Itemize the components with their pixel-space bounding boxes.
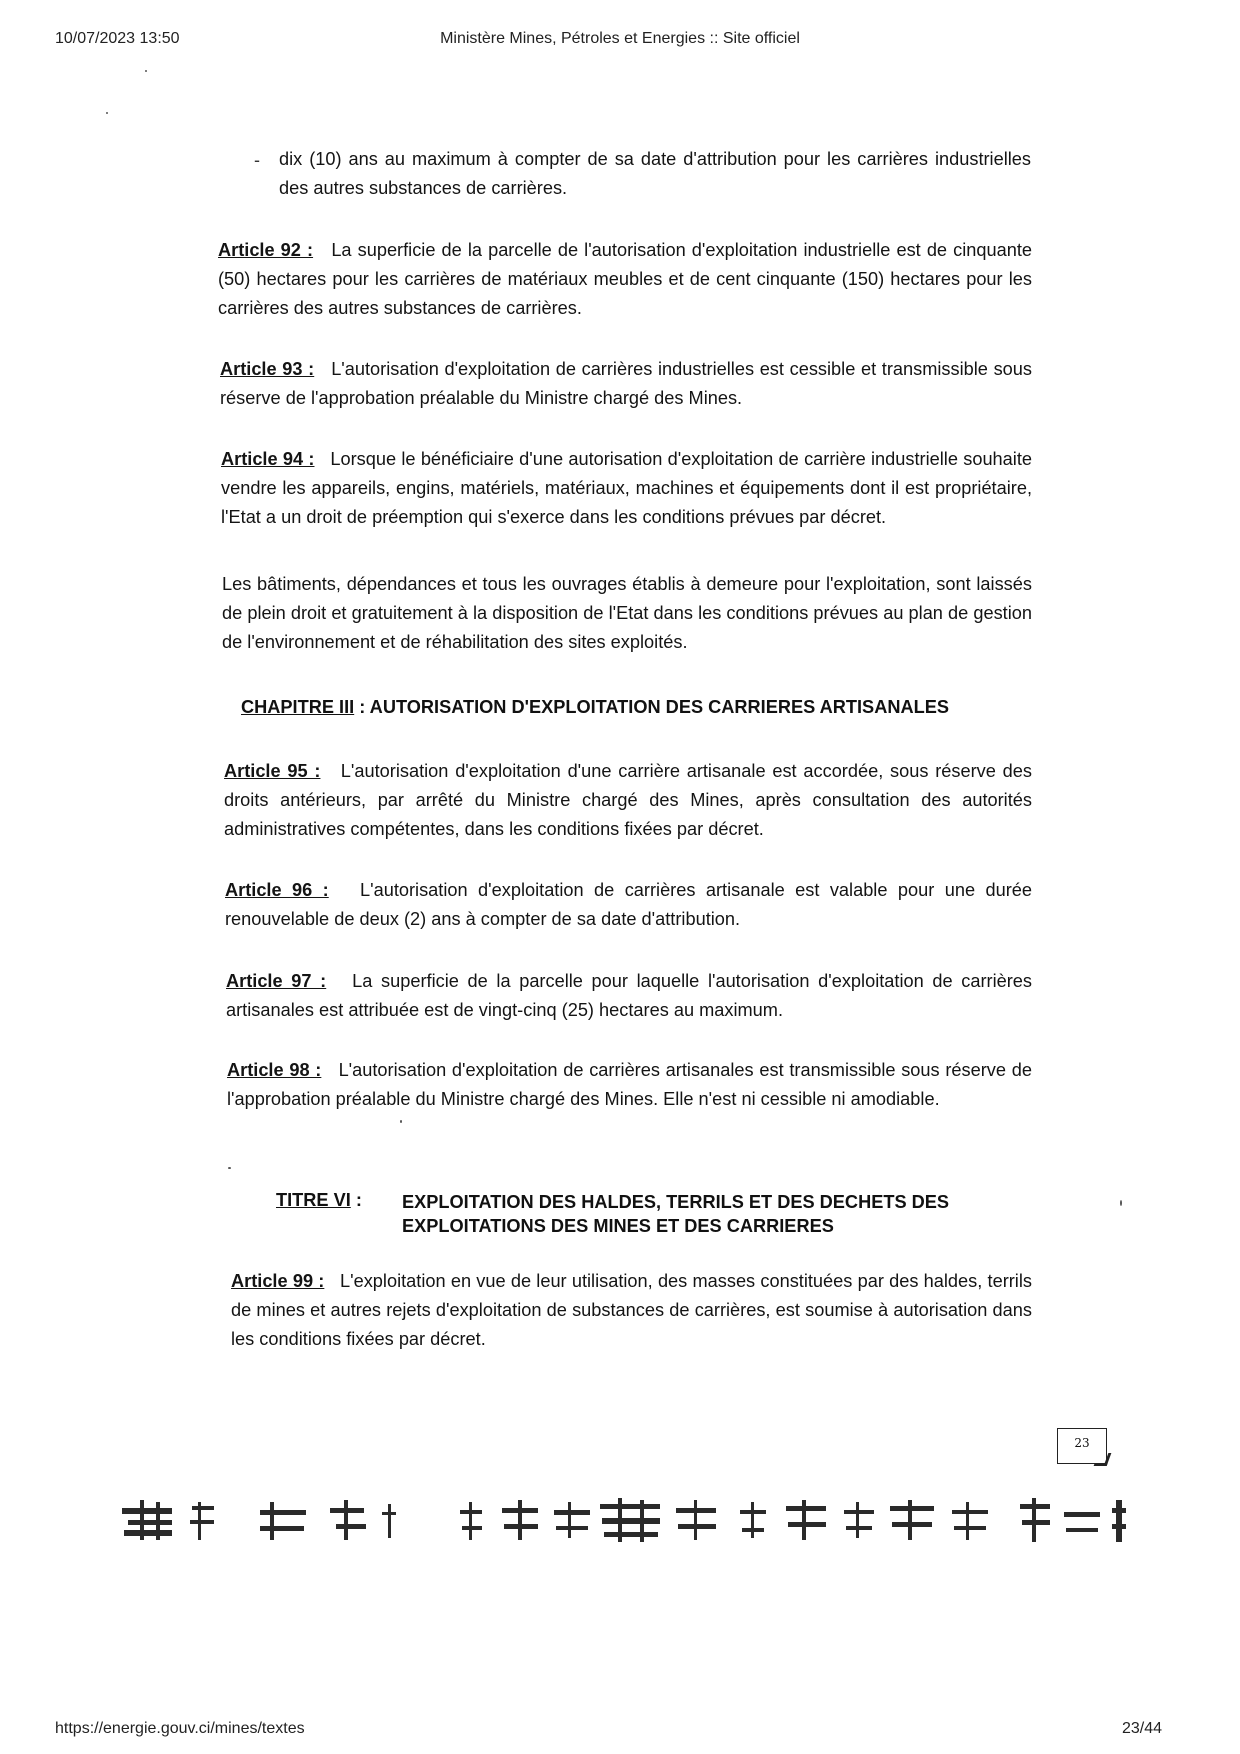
print-datetime: 10/07/2023 13:50 (55, 30, 180, 47)
article-label: Article 96 : (225, 880, 329, 900)
article-label: Article 98 : (227, 1060, 322, 1080)
scan-speck (400, 1120, 402, 1123)
chapter-label: CHAPITRE III (241, 697, 355, 717)
print-url[interactable]: https://energie.gouv.ci/mines/textes (55, 1720, 305, 1737)
paraphe-mark (1020, 1498, 1126, 1542)
article-label: Article 92 : (218, 240, 314, 260)
article-text: La superficie de la parcelle pour laquelle l'autorisation d'exploitation de carrières artisanales est attribuée est de vingt-cinq (25) hectares au maximum. (226, 971, 1033, 1020)
article-98 (227, 1056, 1032, 1114)
titre-heading-label (276, 1190, 362, 1211)
article-text: La superficie de la parcelle de l'autorisation d'exploitation industrielle est de cinquante (50) hectares pour les carrières de matériaux meubles et de cent cinquante (150) hectares pour les carrières des autres substances de carrières. (218, 240, 1033, 318)
article-text: Lorsque le bénéficiaire d'une autorisation d'exploitation de carrière industrielle souhaite vendre les appareils, engins, matériels, matériaux, machines et équipements dont il est propriétaire, l'Etat a un droit de préemption qui s'exerce dans les conditions prévues par décret. (221, 449, 1032, 527)
article-text: L'autorisation d'exploitation de carrières industrielles est cessible et transmissible sous réserve de l'approbation préalable du Ministre chargé des Mines. (220, 359, 1032, 408)
article-label: Article 95 : (224, 761, 321, 781)
article-text: L'autorisation d'exploitation de carrières artisanale est valable pour une durée renouvelable de deux (2) ans à compter de sa date d'attribution. (225, 880, 1032, 929)
article-93 (220, 355, 1032, 413)
article-label: Article 97 : (226, 971, 327, 991)
page-stamp: 23 (1057, 1428, 1107, 1464)
article-94 (221, 445, 1032, 532)
article-label: Article 99 : (231, 1271, 325, 1291)
print-title: Ministère Mines, Pétroles et Energies :: Site officiel (440, 30, 800, 47)
chapter-title: : AUTORISATION D'EXPLOITATION DES CARRIERES ARTISANALES (359, 697, 949, 717)
print-footer (0, 1720, 1240, 1742)
scan-speck (1120, 1200, 1122, 1206)
paraphe-mark (740, 1500, 874, 1540)
article-text: L'autorisation d'exploitation d'une carrière artisanale est accordée, sous réserve des droits antérieurs, par arrêté du Ministre chargé des Mines, après consultation des autorités administratives compétentes, dans les conditions fixées par décret. (224, 761, 1032, 839)
scan-speck (145, 70, 147, 72)
paraphe-mark (890, 1500, 988, 1540)
article-label: Article 93 : (220, 359, 315, 379)
article-text: L'autorisation d'exploitation de carrières artisanales est transmissible sous réserve de l'approbation préalable du Ministre chargé des Mines. Elle n'est ni cessible ni amodiable. (227, 1060, 1032, 1109)
scan-speck (106, 112, 108, 114)
article-96 (225, 876, 1032, 934)
article-label: Article 94 : (221, 449, 315, 469)
paraphe-mark (330, 1500, 396, 1540)
titre-separator: : (355, 1190, 362, 1210)
paraphe-mark (122, 1500, 306, 1540)
scan-speck (228, 1167, 231, 1169)
article-99 (231, 1267, 1032, 1354)
article-text: L'exploitation en vue de leur utilisation, des masses constituées par des haldes, terrils de mines et autres rejets d'exploitation de substances de carrières, est soumise à autorisation dans les conditions fixées par décret. (231, 1271, 1032, 1349)
article-97 (226, 967, 1032, 1025)
paraphe-mark (460, 1500, 590, 1540)
article-95 (224, 757, 1032, 844)
article-94-continuation: Les bâtiments, dépendances et tous les ouvrages établis à demeure pour l'exploitation, sont laissés de plein droit et gratuitement à la disposition de l'Etat dans les conditions prévues au plan de gestion de l'environnement et de réhabilitation des sites exploités. (222, 574, 1032, 652)
chapter-heading (241, 697, 949, 718)
intro-item-text: dix (10) ans au maximum à compter de sa date d'attribution pour les carrières industrielles des autres substances de carrières. (279, 149, 1031, 198)
paraphe-mark (600, 1498, 716, 1542)
titre-title: EXPLOITATION DES HALDES, TERRILS ET DES DECHETS DES EXPLOITATIONS DES MINES ET DES CARRIERES (402, 1192, 950, 1236)
print-page-number: 23/44 (1121, 1720, 1162, 1737)
titre-label: TITRE VI (276, 1190, 351, 1210)
list-dash: - (254, 150, 260, 170)
article-92 (218, 236, 1032, 323)
paraphes-strip (120, 1490, 1150, 1550)
